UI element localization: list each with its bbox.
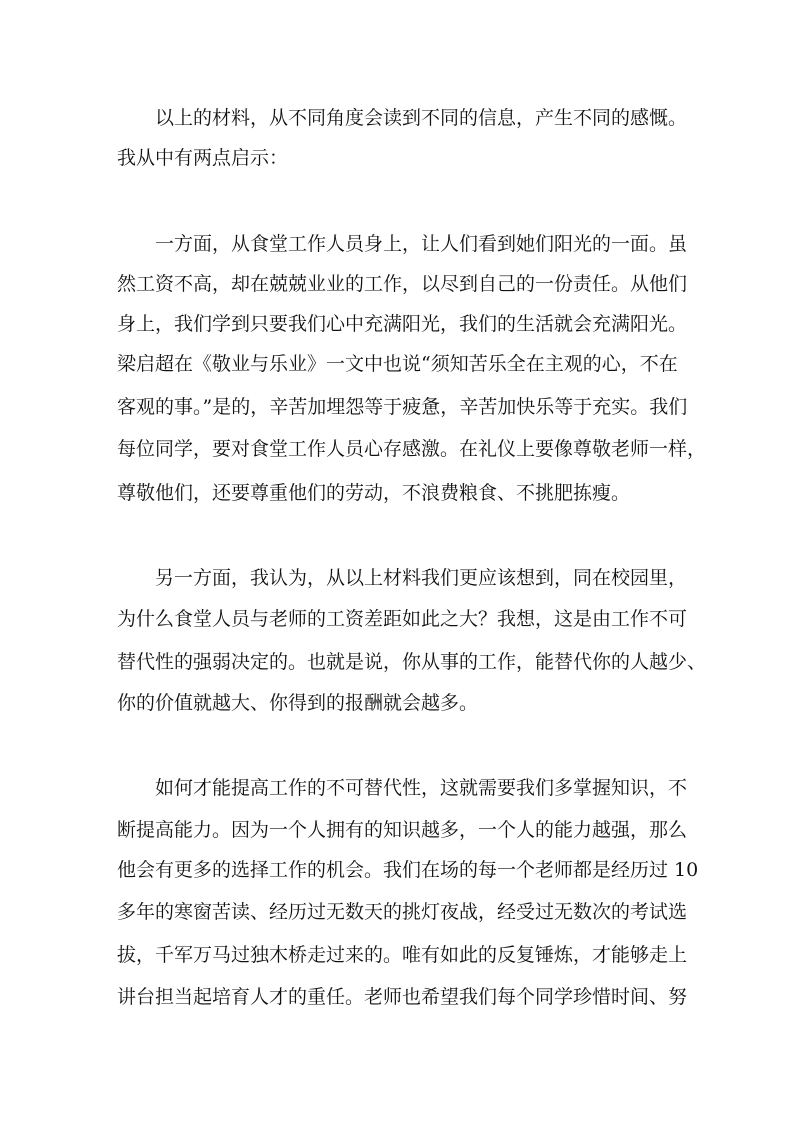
- paragraph-4-line-1: 如何才能提高工作的不可替代性，这就需要我们多掌握知识，不: [155, 777, 688, 799]
- paragraph-4-line-5: 拔，千军万马过独木桥走过来的。唯有如此的反复锤炼，才能够走上: [117, 944, 688, 966]
- paragraph-2-line-2: 然工资不高，却在兢兢业业的工作，以尽到自己的一份责任。从他们: [117, 273, 688, 295]
- paragraph-4-line-3: 他会有更多的选择工作的机会。我们在场的每一个老师都是经历过 10: [117, 859, 699, 881]
- paragraph-2-line-5: 客观的事。”是的，辛苦加埋怨等于疲惫，辛苦加快乐等于充实。我们: [117, 396, 688, 418]
- paragraph-2-line-3: 身上，我们学到只要我们心中充满阳光，我们的生活就会充满阳光。: [117, 313, 688, 335]
- paragraph-2-line-1: 一方面，从食堂工作人员身上，让人们看到她们阳光的一面。虽: [155, 233, 688, 255]
- paragraph-1-line-2: 我从中有两点启示：: [117, 147, 289, 169]
- paragraph-4-line-2: 断提高能力。因为一个人拥有的知识越多，一个人的能力越强，那么: [117, 819, 688, 841]
- paragraph-3-line-3: 替代性的强弱决定的。也就是说，你从事的工作，能替代你的人越少、: [117, 651, 707, 673]
- paragraph-1-line-1: 以上的材料，从不同角度会读到不同的信息，产生不同的感慨。: [155, 107, 688, 129]
- paragraph-2-line-7: 尊敬他们，还要尊重他们的劳动，不浪费粮食、不挑肥拣瘦。: [117, 482, 631, 504]
- paragraph-4-line-6: 讲台担当起培育人才的重任。老师也希望我们每个同学珍惜时间、努: [117, 986, 688, 1008]
- paragraph-3-line-4: 你的价值就越大、你得到的报酬就会越多。: [117, 692, 479, 714]
- paragraph-2-line-4: 梁启超在《敬业与乐业》一文中也说“须知苦乐全在主观的心，不在: [117, 353, 678, 375]
- paragraph-3-line-1: 另一方面，我认为，从以上材料我们更应该想到，同在校园里，: [155, 567, 688, 589]
- paragraph-3-line-2: 为什么食堂人员与老师的工资差距如此之大？我想，这是由工作不可: [117, 608, 688, 630]
- paragraph-2-line-6: 每位同学，要对食堂工作人员心存感激。在礼仪上要像尊敬老师一样，: [117, 438, 707, 460]
- paragraph-4-line-4: 多年的寒窗苦读、经历过无数天的挑灯夜战，经受过无数次的考试选: [117, 901, 688, 923]
